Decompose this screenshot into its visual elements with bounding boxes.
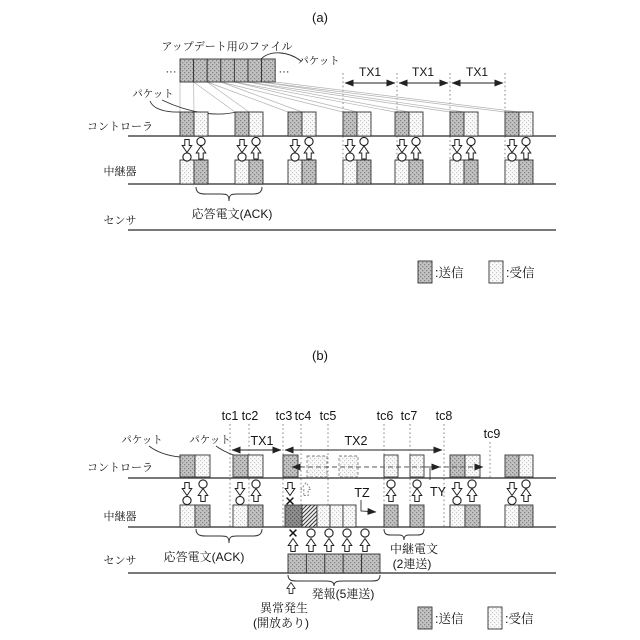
receive-box xyxy=(343,505,356,527)
relay-label-sub: (2連送) xyxy=(392,557,432,571)
tick-label-tc8: tc8 xyxy=(435,409,453,423)
radio-node-circle-icon xyxy=(307,529,315,537)
hollow-up-arrow-icon xyxy=(386,489,396,502)
relay-send-box xyxy=(410,505,424,527)
hollow-down-arrow-icon xyxy=(452,483,462,496)
legend-b xyxy=(418,607,534,629)
ellipsis-left: ··· xyxy=(165,66,177,78)
send-box xyxy=(235,112,249,136)
send-box xyxy=(450,455,465,477)
ack-label: 応答電文(ACK) xyxy=(191,207,273,221)
radio-node-circle-icon xyxy=(453,153,461,161)
receive-box xyxy=(450,160,464,184)
tz-label: TZ xyxy=(354,486,370,500)
legend-send-swatch xyxy=(418,261,432,283)
radio-node-circle-icon xyxy=(361,529,369,537)
receive-box xyxy=(317,505,330,527)
radio-node-circle-icon xyxy=(199,480,207,488)
alarm-brace xyxy=(288,575,380,586)
packet-label-top: パケット xyxy=(298,55,340,67)
hollow-down-arrow-icon xyxy=(182,483,192,496)
file-packet-box xyxy=(234,59,248,82)
radio-node-circle-icon xyxy=(183,153,191,161)
send-box xyxy=(325,554,343,573)
tz-leader-arrow xyxy=(361,500,376,512)
legend-receive-label: :受信 xyxy=(505,612,534,626)
receive-box xyxy=(395,160,409,184)
hollow-up-arrow-icon xyxy=(467,489,477,502)
receive-box xyxy=(410,455,424,477)
panel-b-title: (b) xyxy=(312,348,328,363)
radio-node-circle-icon xyxy=(197,137,205,145)
send-box xyxy=(288,112,302,136)
abnormal-label-sub: (開放あり) xyxy=(253,616,309,630)
hollow-up-arrow-icon xyxy=(466,146,476,159)
receive-box xyxy=(465,455,480,477)
receive-box xyxy=(195,455,210,477)
relay-send-box xyxy=(384,505,398,527)
radio-node-circle-icon xyxy=(387,480,395,488)
radio-node-circle-icon xyxy=(412,137,420,145)
panel-a xyxy=(87,10,556,283)
receive-box xyxy=(180,505,195,527)
hollow-up-arrow-icon xyxy=(360,539,370,552)
send-box xyxy=(288,554,306,573)
receive-box xyxy=(357,112,371,136)
radio-node-circle-icon xyxy=(360,137,368,145)
repeater-packet-pairs xyxy=(180,160,533,184)
send-box xyxy=(464,160,478,184)
file-packet-box xyxy=(207,59,221,82)
receive-box xyxy=(384,455,398,477)
receive-box xyxy=(505,160,519,184)
phantom-up-arrow-icon xyxy=(301,483,311,496)
hollow-up-arrow-icon xyxy=(288,539,298,552)
fail-x-icon xyxy=(290,530,297,537)
send-box xyxy=(395,112,409,136)
collision-box xyxy=(285,505,302,527)
ack-label: 応答電文(ACK) xyxy=(163,550,245,564)
row-label-repeater: 中継器 xyxy=(103,511,137,523)
relay-label: 中継電文 xyxy=(389,542,439,556)
hollow-up-arrow-icon xyxy=(304,146,314,159)
send-box xyxy=(450,112,464,136)
radio-node-circle-icon xyxy=(468,480,476,488)
file-packet-box xyxy=(262,59,276,82)
send-box xyxy=(519,505,533,527)
radio-node-circle-icon xyxy=(236,496,244,504)
relay-brace xyxy=(384,529,424,540)
packet-label-leader xyxy=(150,101,180,112)
packet-label-1: パケット xyxy=(121,434,163,446)
fail-x-icon xyxy=(287,498,294,505)
receive-box xyxy=(330,505,343,527)
controller-packet-pairs xyxy=(180,112,533,136)
hollow-down-arrow-icon xyxy=(235,483,245,496)
hollow-up-arrow-icon xyxy=(324,539,334,552)
receive-box xyxy=(409,112,423,136)
legend-send-swatch xyxy=(418,607,432,629)
radio-node-circle-icon xyxy=(238,153,246,161)
send-box xyxy=(409,160,423,184)
tx1-interval-label: TX1 xyxy=(358,65,382,79)
send-box xyxy=(357,160,371,184)
send-box xyxy=(343,112,357,136)
panel-a-title: (a) xyxy=(312,10,328,25)
tick-label-tc5: tc5 xyxy=(319,409,337,423)
update-file-strip xyxy=(166,59,290,82)
hollow-down-arrow-icon xyxy=(507,483,517,496)
hollow-down-arrow-icon xyxy=(285,483,295,496)
abnormal-event-up-arrow-icon xyxy=(287,582,295,593)
send-box xyxy=(343,554,361,573)
send-box xyxy=(306,554,324,573)
radio-node-circle-icon xyxy=(467,137,475,145)
legend-receive-label: :受信 xyxy=(506,266,535,280)
hollow-up-arrow-icon xyxy=(412,489,422,502)
hollow-up-arrow-icon xyxy=(251,489,261,502)
tick-label-tc9: tc9 xyxy=(483,427,501,441)
receive-box xyxy=(288,160,302,184)
hollow-up-arrow-icon xyxy=(251,146,261,159)
hollow-up-arrow-icon xyxy=(359,146,369,159)
send-box xyxy=(180,112,194,136)
controller-packets-b xyxy=(180,455,533,477)
send-box xyxy=(505,455,519,477)
alarm-burst-icons xyxy=(288,529,370,552)
radio-node-circle-icon xyxy=(413,480,421,488)
file-packet-box xyxy=(180,59,194,82)
hollow-up-arrow-icon xyxy=(306,539,316,552)
radio-node-circle-icon xyxy=(183,496,191,504)
send-box xyxy=(248,505,263,527)
update-file-label: アップデート用のファイル xyxy=(161,41,293,53)
hollow-up-arrow-icon xyxy=(521,489,531,502)
send-box xyxy=(194,160,208,184)
panel-b xyxy=(87,348,556,630)
radio-node-circle-icon xyxy=(291,153,299,161)
tick-label-tc7: tc7 xyxy=(400,409,418,423)
repeater-packets-b xyxy=(180,505,533,527)
radio-node-circle-icon xyxy=(305,137,313,145)
hollow-up-arrow-icon xyxy=(521,146,531,159)
radio-node-circle-icon xyxy=(398,153,406,161)
row-label-sensor: センサ xyxy=(103,215,137,227)
receive-box xyxy=(248,455,263,477)
hollow-down-arrow-icon xyxy=(237,140,247,153)
radio-node-circle-icon xyxy=(252,137,260,145)
abnormal-label: 異常発生 xyxy=(259,601,309,615)
legend-send-label: :送信 xyxy=(435,612,464,626)
packet-label-2: パケット xyxy=(189,434,231,446)
receive-box xyxy=(464,112,478,136)
ty-label: TY xyxy=(430,485,446,499)
alarm-label: 発報(5連送) xyxy=(311,587,375,601)
receive-box xyxy=(519,112,533,136)
hollow-down-arrow-icon xyxy=(182,140,192,153)
sensor-alarm-packets xyxy=(288,554,380,573)
tick-label-tc3: tc3 xyxy=(275,409,293,423)
send-box xyxy=(180,455,195,477)
file-packet-box xyxy=(221,59,235,82)
send-box xyxy=(249,160,263,184)
receive-box xyxy=(235,160,249,184)
send-box xyxy=(195,505,210,527)
packet-label-left: パケット xyxy=(132,88,174,100)
tx1-interval-label: TX1 xyxy=(465,65,489,79)
file-packet-box xyxy=(194,59,208,82)
radio-node-circle-icon xyxy=(252,480,260,488)
tick-label-tc1: tc1 xyxy=(221,409,239,423)
tx1-interval-label: TX1 xyxy=(250,434,274,448)
receive-box xyxy=(233,505,248,527)
hollow-down-arrow-icon xyxy=(397,140,407,153)
receive-box xyxy=(302,112,316,136)
ellipsis-right: ··· xyxy=(278,66,290,78)
receive-box xyxy=(194,112,208,136)
row-label-sensor: センサ xyxy=(103,555,137,567)
legend-a xyxy=(418,261,535,283)
receive-box xyxy=(450,505,465,527)
packet-label-leader xyxy=(216,446,236,456)
radio-node-circle-icon xyxy=(346,153,354,161)
hollow-up-arrow-icon xyxy=(196,146,206,159)
hollow-down-arrow-icon xyxy=(452,140,462,153)
radio-exchange-icons xyxy=(182,137,531,161)
radio-node-circle-icon xyxy=(508,153,516,161)
receive-box xyxy=(343,160,357,184)
radio-node-circle-icon xyxy=(325,529,333,537)
tx1-interval-label: TX1 xyxy=(411,65,435,79)
send-box xyxy=(302,160,316,184)
receive-box xyxy=(180,160,194,184)
hollow-up-arrow-icon xyxy=(198,489,208,502)
receive-box xyxy=(505,505,519,527)
hollow-down-arrow-icon xyxy=(507,140,517,153)
hollow-down-arrow-icon xyxy=(345,140,355,153)
alarm-receive-box xyxy=(302,505,317,527)
row-label-controller: コントローラ xyxy=(87,462,153,474)
legend-receive-swatch xyxy=(488,607,502,629)
send-box xyxy=(283,455,298,477)
radio-node-circle-icon xyxy=(522,480,530,488)
ack-brace xyxy=(196,187,262,201)
send-box xyxy=(233,455,248,477)
receive-box xyxy=(249,112,263,136)
hollow-up-arrow-icon xyxy=(342,539,352,552)
packet-label-leader xyxy=(149,446,180,457)
tick-label-tc4: tc4 xyxy=(294,409,312,423)
row-label-controller: コントローラ xyxy=(87,121,153,133)
radio-node-circle-icon xyxy=(508,496,516,504)
send-box xyxy=(465,505,480,527)
hollow-down-arrow-icon xyxy=(290,140,300,153)
ack-brace xyxy=(196,529,262,543)
legend-receive-swatch xyxy=(489,261,503,283)
row-label-repeater: 中継器 xyxy=(103,166,137,178)
legend-send-label: :送信 xyxy=(435,266,464,280)
send-box xyxy=(362,554,380,573)
send-box xyxy=(505,112,519,136)
tick-label-tc2: tc2 xyxy=(241,409,259,423)
send-box xyxy=(519,160,533,184)
packet-fanout-lines xyxy=(180,82,519,112)
hollow-up-arrow-icon xyxy=(411,146,421,159)
file-packet-box xyxy=(248,59,262,82)
radio-node-circle-icon xyxy=(453,496,461,504)
receive-box xyxy=(519,455,533,477)
tx2-interval-label: TX2 xyxy=(344,434,368,448)
tick-label-tc6: tc6 xyxy=(376,409,394,423)
radio-node-circle-icon xyxy=(522,137,530,145)
radio-node-circle-icon xyxy=(343,529,351,537)
